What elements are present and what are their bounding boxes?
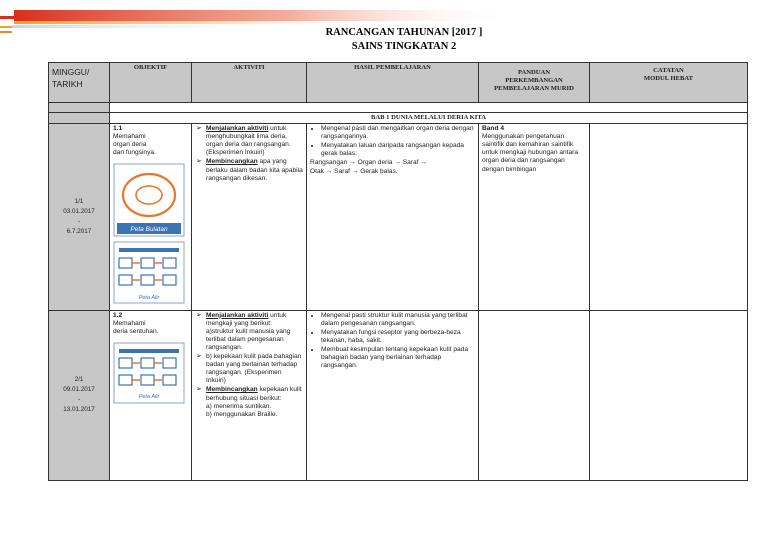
thinking-maps-diagram — [113, 163, 185, 305]
list-item: • Mengenal pasti dan mengaitkan organ deria dengan rangsangannya. — [321, 125, 475, 141]
col-panduan: PANDUAN PERKEMBANGAN PEMBELAJARAN MURID — [479, 63, 590, 103]
list-item: • Membuat kesimpulan tentang kepekaan kulit pada bahagian badan yang berlainan terhadap rangsangan. — [321, 346, 475, 370]
flow-map-bar — [119, 349, 179, 353]
table-row — [49, 310, 748, 480]
guidance-cell — [479, 310, 590, 480]
flow-map-diagram — [113, 342, 185, 404]
guidance-cell: Band 4 Menggunakan pengetahuan saintifik dan kemahiran saintifik untuk mengkaji hubungan antara organ deria dan rangsangan dengan bimbingan — [479, 124, 590, 310]
list-item: ➢ Membincangkan kepekaan kulit berhubung situasi berikut: a) menerima suntikan. b) menggunakan Braille. — [196, 386, 302, 418]
notes-cell — [590, 124, 748, 310]
list-item: • Menyatakan laluan daripada rangsangan kepada gerak balas: — [321, 142, 475, 158]
table-row — [49, 124, 748, 310]
outcome-cell — [307, 310, 479, 480]
bab-title: BAB 1 DUNIA MELALUI DERIA KITA — [110, 113, 748, 124]
title-line-1: RANCANGAN TAHUNAN [2017 ] — [325, 27, 483, 38]
flow-line-1: Rangsangan → Organ deria → Saraf → — [310, 159, 427, 167]
circle-map-inner — [136, 186, 162, 204]
flow-map-label: Peta Alir — [138, 393, 160, 400]
col-minggu: MINGGU/ TARIKH — [49, 63, 110, 103]
col-objektif: OBJEKTIF — [110, 63, 192, 103]
list-item: ➢ Membincangkan apa yang berlaku dalam badan kita apabila rangsangan dikesan. — [196, 158, 303, 182]
list-item: ➢ b) kepekaan kulit pada bahagian badan yang berlainan terhadap rangsangan. (Eksperimen Inkuiri) — [196, 353, 302, 385]
notes-cell — [590, 310, 748, 480]
spacer-row — [49, 103, 748, 113]
flow-line-2: Otak → Saraf → Gerak balas. — [310, 167, 398, 175]
list-item: ➢ Menjalankan aktiviti untuk menghubungkait lima deria, organ deria dan rangsangan. (Eksperimen Inkuiri) — [196, 125, 291, 157]
circle-map-label: Peta Bulatan — [130, 226, 168, 234]
col-catatan: CATATAN MODUL HEBAT — [590, 63, 748, 103]
document-title — [0, 26, 768, 54]
yearly-plan-table — [48, 62, 748, 481]
week-cell: 2/1 09.01.2017 - 13.01.2017 — [49, 310, 110, 480]
week-cell: 1/1 03.01.2017 - 6.7.2017 — [49, 124, 110, 310]
list-item: • Mengenal pasti struktur kulit manusia yang terlibat dalam pengesanan rangsangan. — [321, 312, 475, 328]
objective-cell: 1.2 Memahami deria sentuhan. Peta Alir — [110, 310, 192, 480]
bab-row — [49, 113, 748, 124]
objective-cell: 1.1 Memahami organ deria dan fungsinya. Peta Bulatan Peta Alir — [110, 124, 192, 310]
col-hasil: HASIL PEMBELAJARAN — [307, 63, 479, 103]
header-row — [49, 63, 748, 103]
col-aktiviti: AKTIVITI — [192, 63, 307, 103]
activity-cell — [192, 124, 307, 310]
activity-cell — [192, 310, 307, 480]
flow-map-label: Peta Alir — [138, 295, 160, 302]
list-item: ➢ Menjalankan aktiviti untuk mengkaji yang berikut: a)struktur kulit manusia yang terlibat dalam pengesanan rangsangan. — [196, 311, 291, 351]
outcome-cell — [307, 124, 479, 310]
flow-map-bar — [119, 248, 179, 252]
title-line-2: SAINS TINGKATAN 2 — [351, 41, 457, 52]
list-item: • Menyatakan fungsi reseptor yang berbeza-beza tekanan, haba, sakit. — [321, 329, 475, 345]
